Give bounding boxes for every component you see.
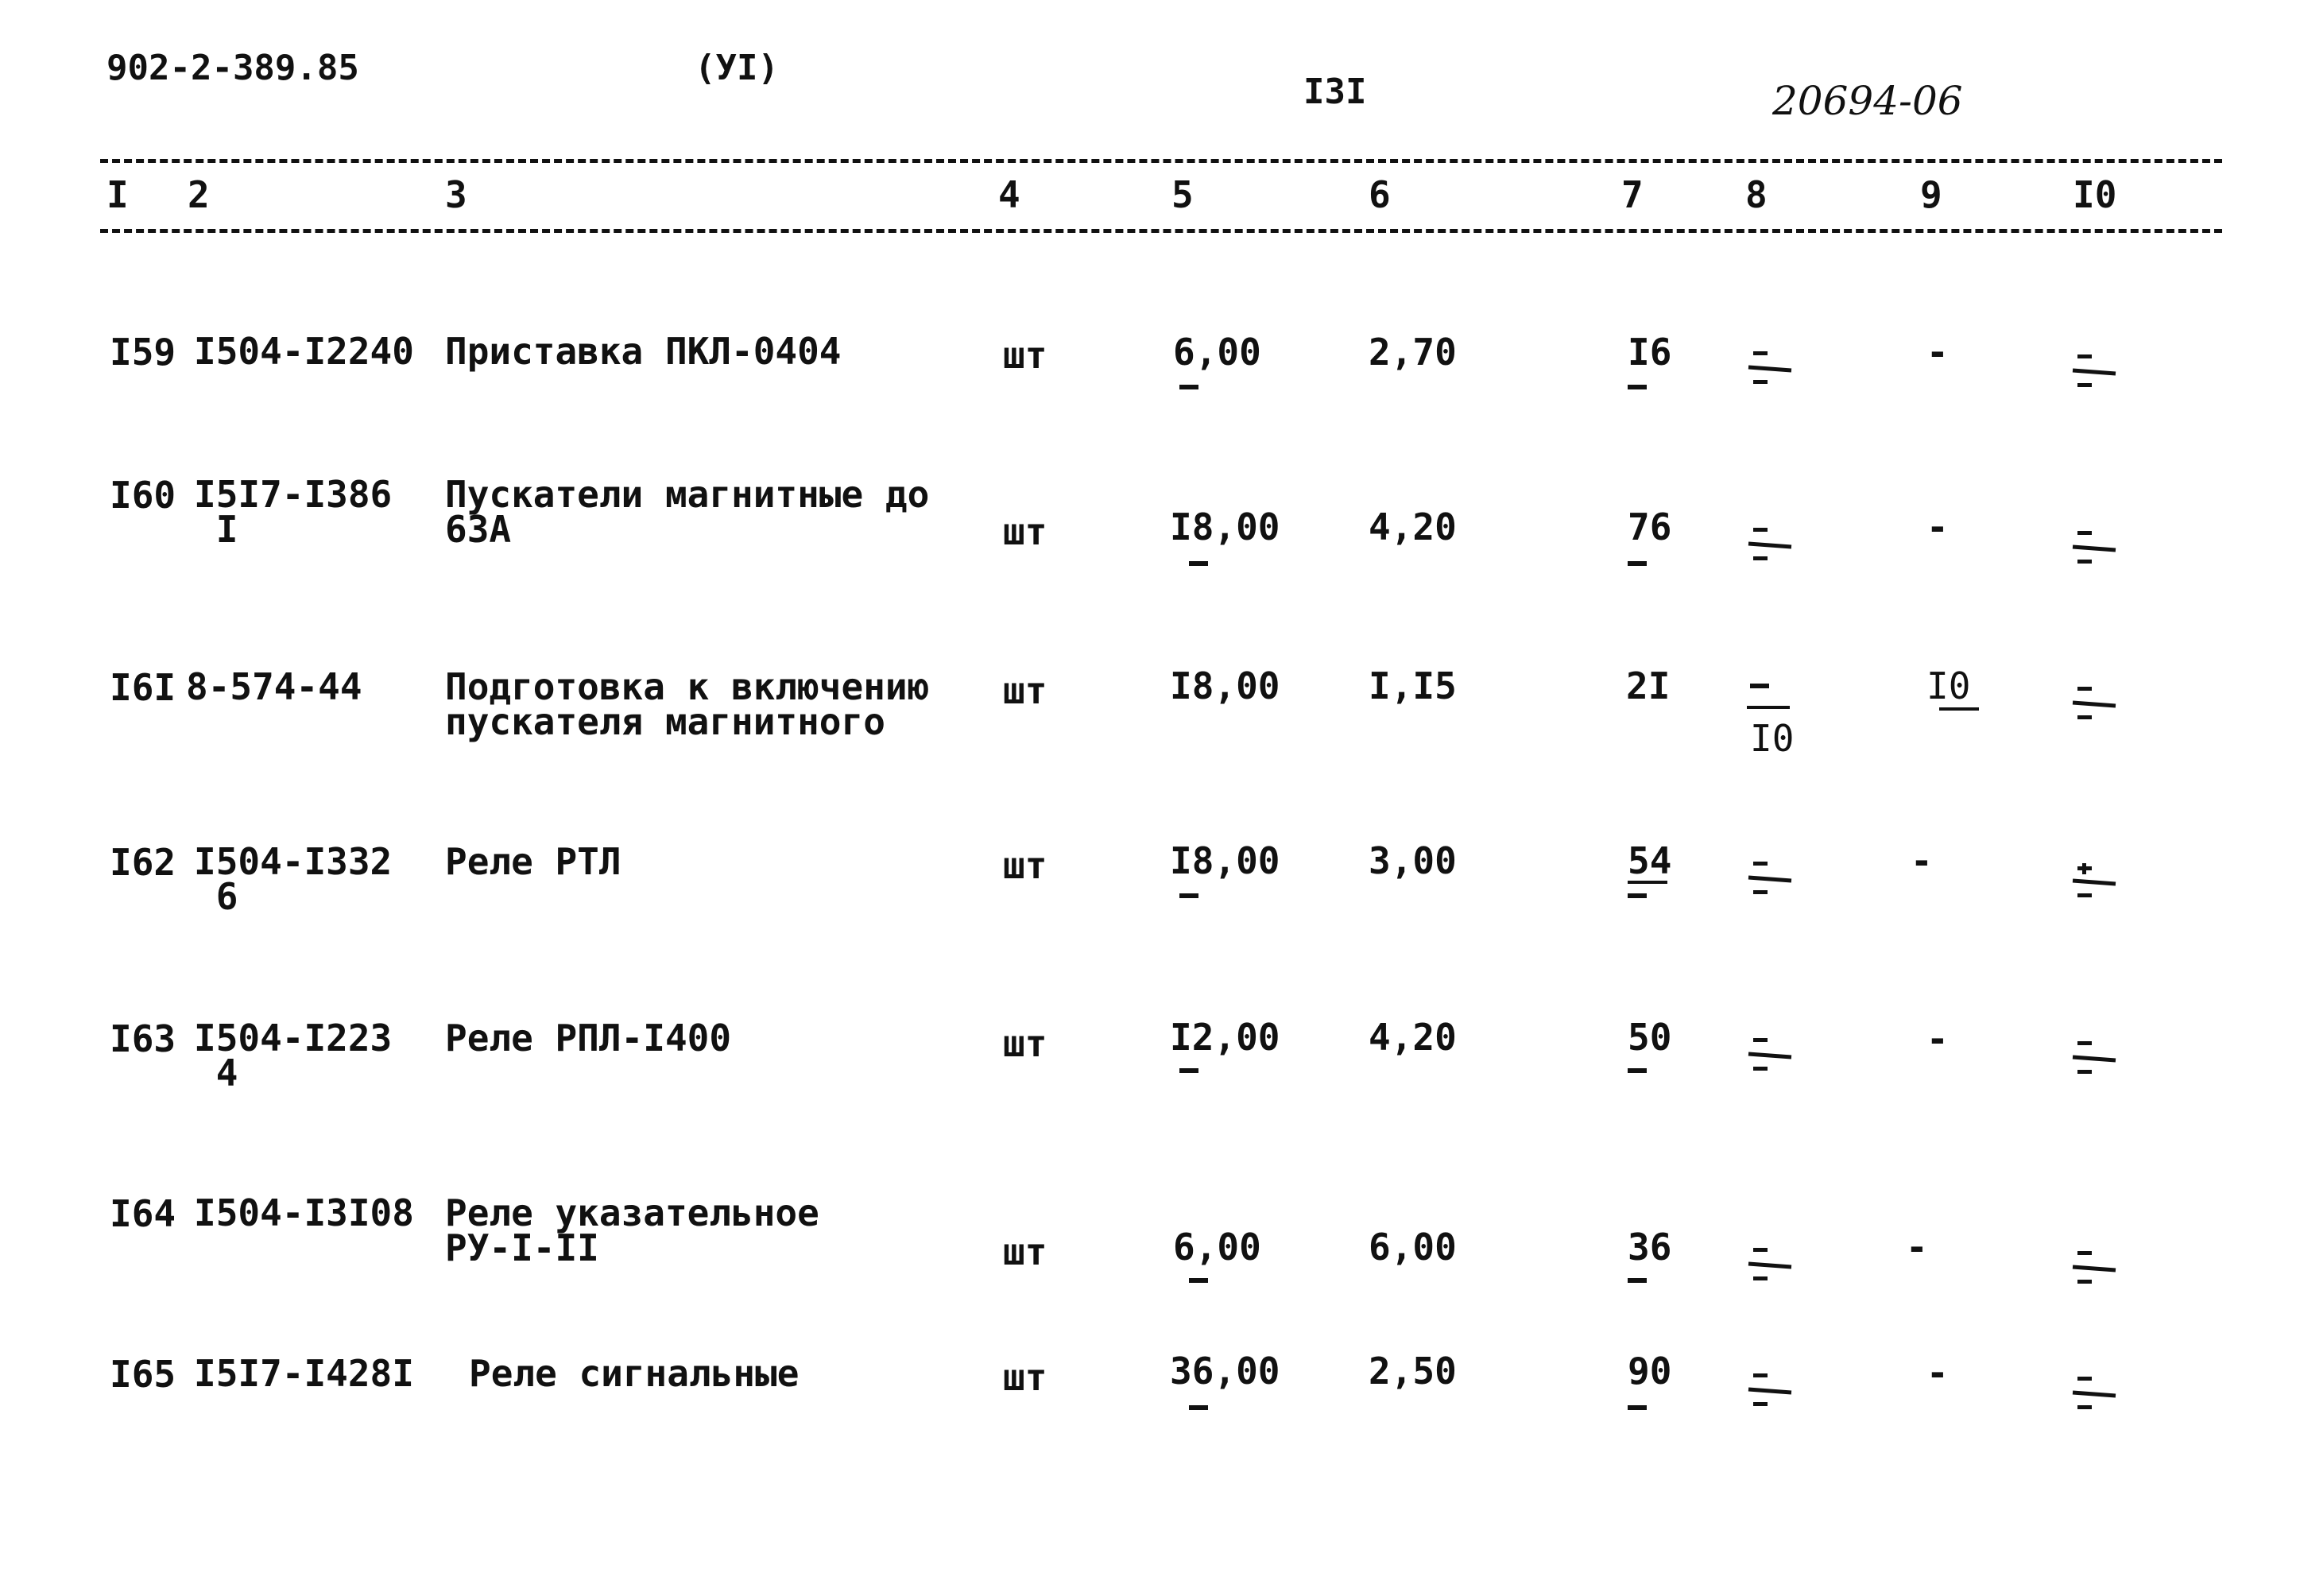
col9-value: - — [1911, 839, 1933, 882]
ditto-mark — [2071, 351, 2119, 391]
col5-value: I8,00 — [1170, 839, 1280, 882]
column-header: 4 — [998, 173, 1020, 216]
item-code: I504-I3I08 — [194, 1191, 414, 1234]
item-name: Подготовка к включению пускателя магнитного — [445, 665, 930, 743]
unit: шт — [1003, 1356, 1047, 1399]
item-name: Реле сигнальные — [469, 1352, 800, 1395]
ditto-mark — [1747, 525, 1795, 564]
ditto-mark — [2071, 684, 2119, 723]
underline-mark — [1189, 561, 1208, 566]
ditto-mark — [2071, 1248, 2119, 1288]
col9-value: - — [1926, 1017, 1949, 1060]
col7-value: 50 — [1628, 1016, 1672, 1059]
row-number: I64 — [110, 1192, 176, 1235]
col5-value: I8,00 — [1170, 664, 1280, 707]
row-number: I62 — [110, 841, 176, 884]
ditto-mark — [1747, 348, 1795, 388]
ditto-mark — [2071, 528, 2119, 568]
unit: шт — [1003, 1022, 1047, 1065]
column-header: 9 — [1920, 173, 1942, 216]
col7-value: I6 — [1628, 331, 1672, 374]
unit: шт — [1003, 669, 1047, 712]
ditto-mark — [1747, 858, 1795, 898]
item-code: I504-I2240 — [194, 330, 414, 373]
underline-mark — [1628, 385, 1647, 389]
col9-value: - — [1906, 1226, 1928, 1269]
underline-mark — [1939, 707, 1979, 711]
item-code: I5I7-I386 I — [194, 473, 393, 551]
unit: шт — [1003, 334, 1047, 377]
col7-value: 76 — [1628, 506, 1672, 548]
row-number: I6I — [110, 666, 176, 709]
column-header: 5 — [1171, 173, 1194, 216]
underline-mark — [1179, 385, 1198, 389]
ditto-mark — [2071, 1038, 2119, 1078]
underline-mark — [1189, 1278, 1208, 1283]
column-header: I0 — [2073, 173, 2117, 216]
item-code: I504-I332 6 — [194, 840, 393, 918]
underline-mark — [1628, 1405, 1647, 1410]
item-name: Приставка ПКЛ-0404 — [445, 330, 842, 373]
document-code: 902-2-389.85 — [106, 48, 359, 88]
col6-value: 3,00 — [1369, 839, 1457, 882]
col6-value: 6,00 — [1369, 1226, 1457, 1269]
ditto-mark — [1747, 1035, 1795, 1075]
col5-value: 6,00 — [1173, 331, 1261, 374]
column-header: I — [106, 173, 129, 216]
ditto-mark — [1747, 1245, 1795, 1284]
item-name: Реле РТЛ — [445, 840, 621, 883]
col6-value: 2,70 — [1369, 331, 1457, 374]
underline-mark — [1750, 684, 1769, 688]
underline-mark — [1628, 1068, 1647, 1073]
unit: шт — [1003, 510, 1047, 553]
underline-mark — [1628, 881, 1667, 884]
fraction-bar — [1747, 706, 1790, 709]
col9-value: I0 — [1926, 664, 1971, 707]
column-header: 3 — [445, 173, 467, 216]
section-number: (УI) — [695, 48, 779, 88]
col5-value: I2,00 — [1170, 1016, 1280, 1059]
ditto-mark — [2071, 1373, 2119, 1413]
underline-mark — [1179, 893, 1198, 898]
unit: шт — [1003, 1230, 1047, 1273]
handwritten-number: 20694-06 — [1772, 78, 1963, 124]
page-number: I3I — [1303, 72, 1367, 112]
col6-value: 4,20 — [1369, 506, 1457, 548]
column-header: 8 — [1745, 173, 1768, 216]
col7-value: 36 — [1628, 1226, 1672, 1269]
column-header: 2 — [188, 173, 210, 216]
underline-mark — [1628, 1278, 1647, 1283]
col7-value: 2I — [1626, 664, 1671, 707]
item-code: 8-574-44 — [186, 665, 362, 708]
column-header: 7 — [1621, 173, 1644, 216]
underline-mark — [1189, 1405, 1208, 1410]
header-rule-top — [100, 159, 2222, 163]
col7-value: 54 — [1628, 839, 1672, 882]
ditto-mark — [2071, 862, 2119, 901]
underline-mark — [1628, 893, 1647, 898]
row-number: I63 — [110, 1017, 176, 1060]
underline-mark — [1179, 1068, 1198, 1073]
underline-mark — [1628, 561, 1647, 566]
item-name: Реле указательное РУ-I-II — [445, 1191, 819, 1269]
col9-value: - — [1926, 1351, 1949, 1394]
item-code: I5I7-I428I — [194, 1352, 414, 1395]
header-rule-bottom — [100, 229, 2222, 233]
col6-value: 2,50 — [1369, 1350, 1457, 1393]
column-header: 6 — [1369, 173, 1391, 216]
col8-value: I0 — [1750, 717, 1795, 760]
unit: шт — [1003, 844, 1047, 887]
ditto-mark — [1747, 1370, 1795, 1410]
row-number: I65 — [110, 1353, 176, 1396]
col6-value: I,I5 — [1369, 664, 1457, 707]
col5-value: 6,00 — [1173, 1226, 1261, 1269]
col9-value: - — [1926, 506, 1949, 548]
col5-value: I8,00 — [1170, 506, 1280, 548]
col9-value: - — [1926, 331, 1949, 374]
col5-value: 36,00 — [1170, 1350, 1280, 1393]
row-number: I60 — [110, 474, 176, 517]
item-code: I504-I223 4 — [194, 1017, 393, 1094]
col6-value: 4,20 — [1369, 1016, 1457, 1059]
item-name: Пускатели магнитные до 63А — [445, 473, 930, 551]
row-number: I59 — [110, 331, 176, 374]
item-name: Реле РПЛ-I400 — [445, 1017, 732, 1059]
col7-value: 90 — [1628, 1350, 1672, 1393]
